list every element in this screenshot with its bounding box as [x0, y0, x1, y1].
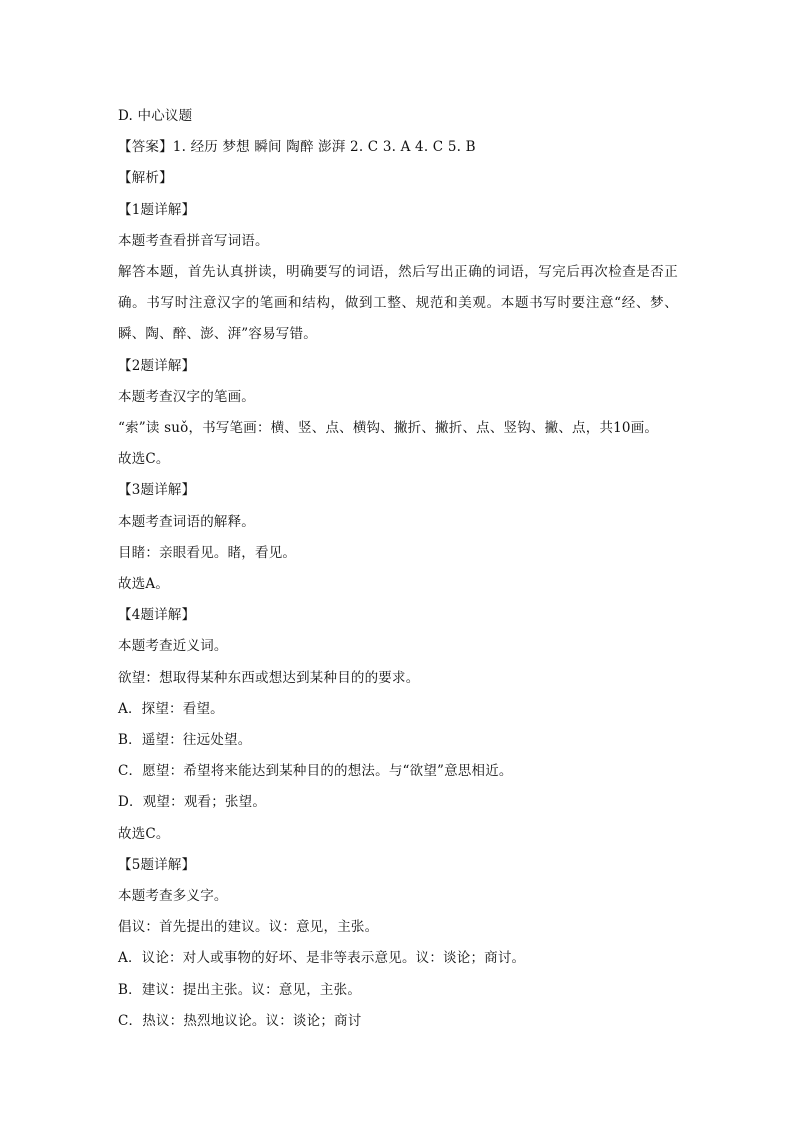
q5-definition: 倡议：首先提出的建议。议：意见，主张。 — [118, 919, 379, 936]
q4-heading: 【4题详解】 — [118, 607, 196, 624]
option-d-line: D. 中心议题 — [118, 108, 193, 124]
document-page — [118, 101, 678, 1037]
q4-definition: 欲望：想取得某种东西或想达到某种目的的要求。 — [118, 669, 420, 686]
q5-option-c: C．热议：热烈地议论。议：谈论；商讨 — [118, 1012, 362, 1029]
q2-explanation: “索”读 suǒ，书写笔画：横、竖、点、横钩、撇折、撇折、点、竖钩、撇、点，共10画。 — [118, 420, 659, 437]
q3-answer: 故选A。 — [118, 576, 170, 593]
q4-option-d: D．观望：观看；张望。 — [118, 794, 267, 811]
q3-heading: 【3题详解】 — [118, 482, 196, 499]
answer-line: 【答案】1. 经历 梦想 瞬间 陶醉 澎湃 2. C 3. A 4. C 5. B — [118, 139, 476, 156]
q2-heading: 【2题详解】 — [118, 357, 196, 374]
q4-answer: 故选C。 — [118, 825, 170, 842]
q5-option-b: B．建议：提出主张。议：意见，主张。 — [118, 981, 362, 998]
q4-option-b: B．遥望：往远处望。 — [118, 732, 252, 749]
q5-option-a: A．议论：对人或事物的好坏、是非等表示意见。议：谈论；商讨。 — [118, 950, 526, 967]
q2-answer: 故选C。 — [118, 451, 170, 468]
q4-topic: 本题考查近义词。 — [118, 638, 228, 655]
q5-heading: 【5题详解】 — [118, 856, 196, 873]
q1-heading: 【1题详解】 — [118, 201, 196, 218]
q2-topic: 本题考查汉字的笔画。 — [118, 388, 255, 405]
q5-topic: 本题考查多义字。 — [118, 888, 228, 905]
q4-option-c: C．愿望：希望将来能达到某种目的的想法。与“欲望”意思相近。 — [118, 763, 513, 780]
analysis-heading: 【解析】 — [118, 170, 173, 187]
q3-topic: 本题考查词语的解释。 — [118, 513, 255, 530]
q1-explanation: 解答本题，首先认真拼读，明确要写的词语，然后写出正确的词语，写完后再次检查是否正确。书写时注意汉字的笔画和结构，做到工整、规范和美观。本题书写时要注意“经、梦、瞬、陶、醉、澎、湃”容易写错。 — [118, 264, 678, 343]
q3-explanation: 目睹：亲眼看见。睹，看见。 — [118, 544, 297, 561]
q1-topic: 本题考查看拼音写词语。 — [118, 232, 269, 249]
q4-option-a: A．探望：看望。 — [118, 700, 224, 717]
